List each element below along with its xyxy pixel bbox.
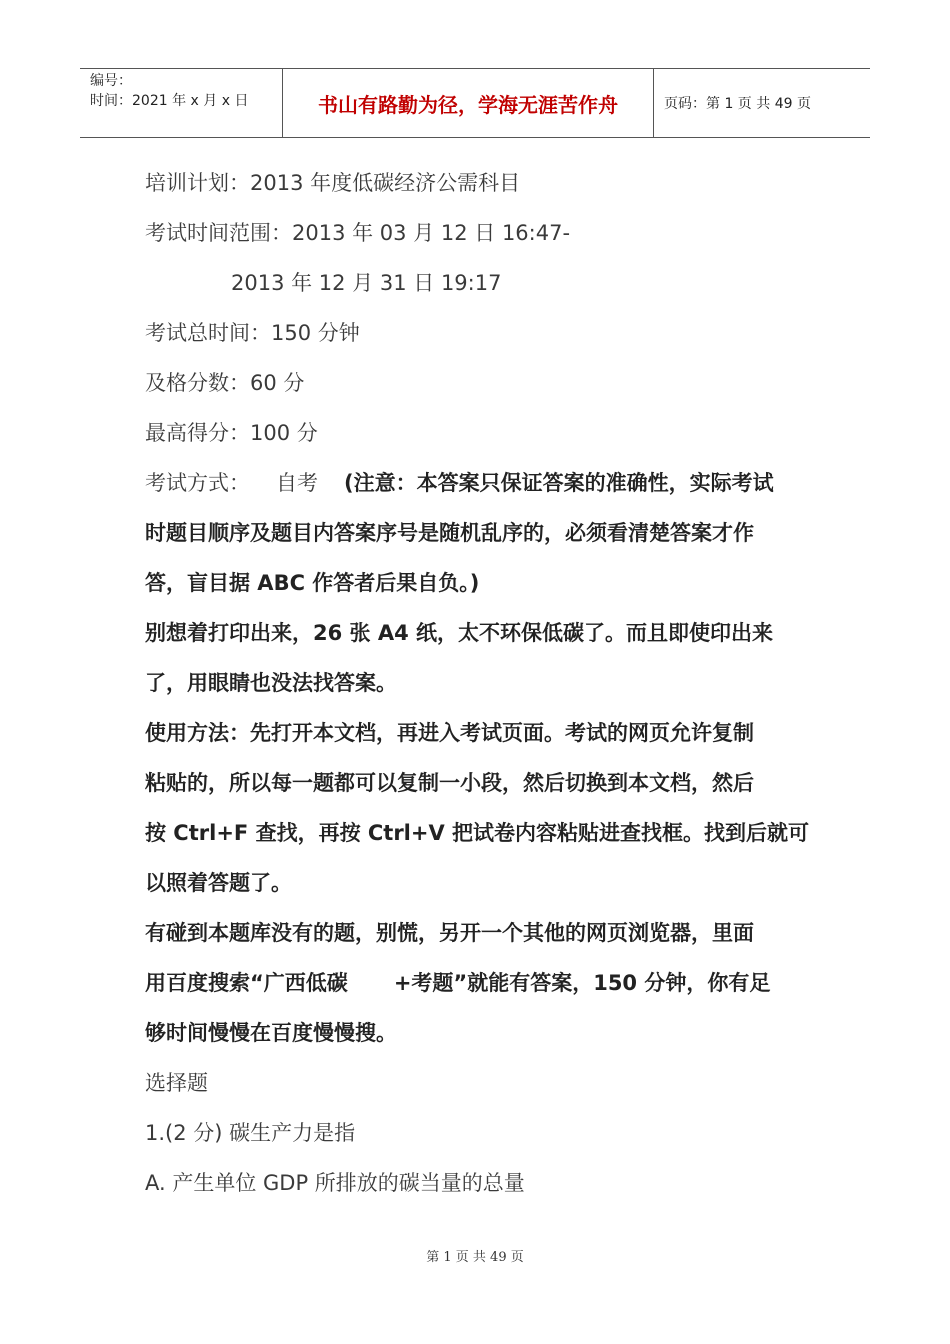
document-time-label: 时间：2021 年 x 月 x 日 <box>90 93 249 109</box>
document-number-label: 编号： <box>90 73 132 89</box>
exam-range-start: 考试时间范围：2013 年 03 月 12 日 16:47- <box>145 221 571 245</box>
section-title: 选择题 <box>145 1071 208 1095</box>
exam-mode-label: 考试方式： <box>145 471 250 495</box>
exam-mode-line <box>145 458 815 508</box>
notice-line-3: 答，盲目据 ABC 作答者后果自负。) <box>145 571 480 595</box>
usage-line-4: 以照着答题了。 <box>145 871 292 895</box>
exam-range-end: 2013 年 12 月 31 日 19:17 <box>231 271 502 295</box>
exam-mode-value: 自考 <box>276 471 318 495</box>
usage-line-1: 使用方法：先打开本文档，再进入考试页面。考试的网页允许复制 <box>145 721 754 745</box>
header-meta <box>80 69 282 137</box>
question-1: 1.(2 分) 碳生产力是指 <box>145 1121 356 1145</box>
header-page-info: 页码：第 1 页 共 49 页 <box>664 96 811 112</box>
max-score: 最高得分：100 分 <box>145 421 318 445</box>
notice-line-2: 时题目顺序及题目内答案序号是随机乱序的，必须看清楚答案才作 <box>145 521 754 545</box>
header-motto: 书山有路勤为径，学海无涯苦作舟 <box>282 69 654 137</box>
document-body <box>145 158 815 1208</box>
option-a: A. 产生单位 GDP 所排放的碳当量的总量 <box>145 1171 525 1195</box>
print-warning-1: 别想着打印出来，26 张 A4 纸，太不环保低碳了。而且即使印出来 <box>145 621 774 645</box>
training-plan: 培训计划：2013 年度低碳经济公需科目 <box>145 171 521 195</box>
missing-line-3: 够时间慢慢在百度慢慢搜。 <box>145 1021 397 1045</box>
notice-line-1: (注意：本答案只保证答案的准确性，实际考试 <box>344 471 774 495</box>
missing-line-1: 有碰到本题库没有的题，别慌，另开一个其他的网页浏览器，里面 <box>145 921 754 945</box>
missing-line-2b: +考题”就能有答案，150 分钟，你有足 <box>393 971 771 995</box>
pass-score: 及格分数：60 分 <box>145 371 305 395</box>
usage-line-3: 按 Ctrl+F 查找，再按 Ctrl+V 把试卷内容粘贴进查找框。找到后就可 <box>145 821 810 845</box>
usage-line-2: 粘贴的，所以每一题都可以复制一小段，然后切换到本文档，然后 <box>145 771 754 795</box>
exam-total-time: 考试总时间：150 分钟 <box>145 321 360 345</box>
missing-line-2 <box>145 958 815 1008</box>
page-footer: 第 1 页 共 49 页 <box>426 1250 524 1265</box>
missing-line-2a: 用百度搜索“广西低碳 <box>145 971 348 995</box>
document-header <box>80 68 870 138</box>
print-warning-2: 了，用眼睛也没法找答案。 <box>145 671 397 695</box>
